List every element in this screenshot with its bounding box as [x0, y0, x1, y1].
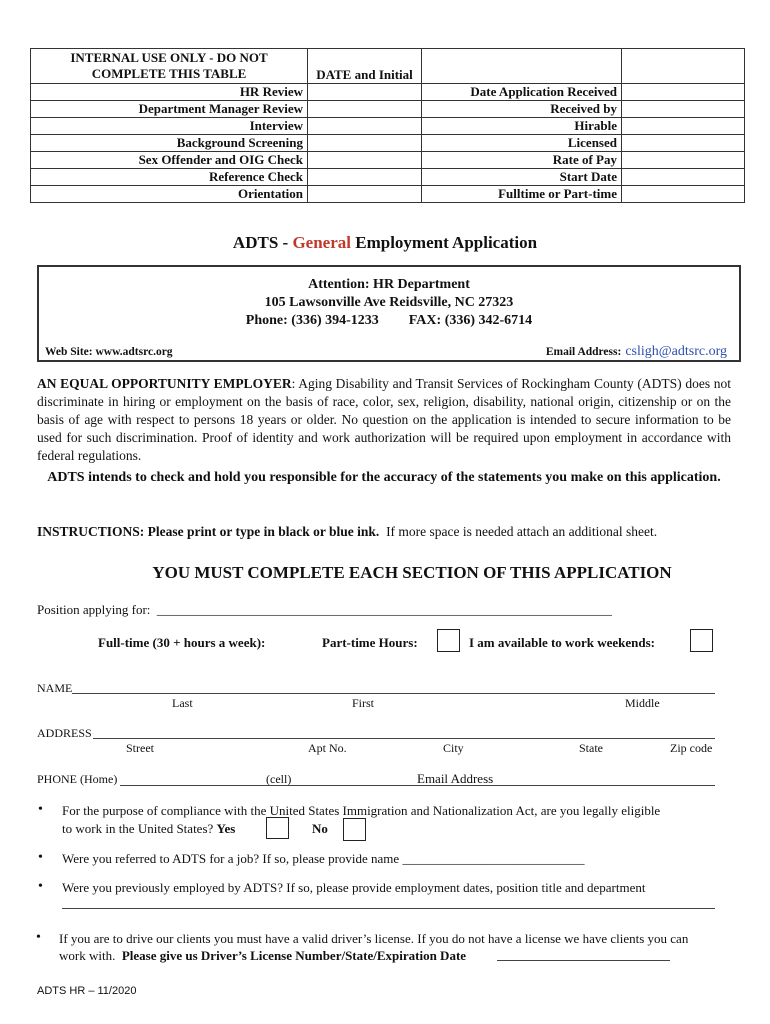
attention-line: Attention: HR Department — [308, 277, 470, 292]
internal-row-label: Received by — [422, 101, 622, 118]
internal-row-label: Start Date — [422, 169, 622, 186]
q4-line2 — [59, 948, 466, 964]
internal-row-label: Department Manager Review — [31, 101, 308, 118]
phone-email-label: Email Address — [417, 771, 494, 786]
instructions-bold: INSTRUCTIONS: Please print or type in black or blue ink. — [37, 524, 380, 539]
phone-input[interactable] — [120, 785, 715, 786]
internal-use-table — [30, 48, 745, 203]
accuracy-warning: ADTS intends to check and hold you responsible for the accuracy of the statements you make on this application. — [47, 470, 721, 485]
internal-cell[interactable] — [308, 118, 422, 135]
parttime-checkbox[interactable] — [437, 629, 460, 652]
internal-cell[interactable] — [622, 135, 745, 152]
q1-question: to work in the United States? — [62, 821, 214, 836]
date-initial-header: DATE and Initial — [308, 49, 422, 84]
name-input[interactable] — [72, 693, 715, 694]
email-label: Email Address: — [545, 346, 622, 358]
name-last: Last — [172, 696, 193, 710]
parttime-label: Part-time Hours: — [322, 635, 418, 650]
title-suffix: Employment Application — [350, 233, 538, 252]
q2-input[interactable]: ____________________________ — [402, 851, 585, 866]
bullet-icon: • — [36, 930, 41, 945]
internal-row-label: Fulltime or Part-time — [422, 186, 622, 203]
internal-cell[interactable] — [622, 84, 745, 101]
internal-cell[interactable] — [422, 49, 622, 84]
q4-plain: work with. — [59, 948, 116, 963]
position-label: Position applying for: — [37, 602, 151, 617]
license-input[interactable] — [497, 960, 670, 961]
internal-cell[interactable] — [622, 118, 745, 135]
form-title — [0, 233, 770, 253]
weekends-checkbox[interactable] — [690, 629, 713, 652]
eoe-text: : Aging Disability and Transit Services of Rockingham County (ADTS) does not discriminate in hiring or employment on the basis of race, color, sex, religion, disability, national origin, citizenship or on the basis of age with respect to persons 18 years or older. No question on the application is intended to secure information to be used for such discrimination. Proof of identity and work authorization will be required upon employment in accordance with federal regulations. — [37, 376, 731, 463]
internal-row-label: Orientation — [31, 186, 308, 203]
internal-header: INTERNAL USE ONLY - DO NOT COMPLETE THIS TABLE — [31, 49, 308, 84]
q2-line — [62, 851, 584, 867]
q3-text: Were you previously employed by ADTS? If so, please provide employment dates, position title and department — [62, 880, 646, 895]
q1-line1: For the purpose of compliance with the United States Immigration and Nationalization Act, are you legally eligible — [62, 803, 661, 818]
phone-home-label: PHONE (Home) — [37, 772, 118, 786]
contact-box — [37, 265, 741, 362]
name-middle: Middle — [625, 696, 660, 710]
bullet-icon: • — [38, 879, 43, 894]
internal-cell[interactable] — [308, 152, 422, 169]
email-line — [546, 342, 727, 360]
internal-row-label: Interview — [31, 118, 308, 135]
position-input[interactable]: ______________________________________________________________________ — [156, 602, 612, 617]
website: Web Site: www.adtsrc.org — [45, 346, 173, 358]
internal-cell[interactable] — [308, 84, 422, 101]
internal-row-label: Hirable — [422, 118, 622, 135]
title-prefix: ADTS - — [232, 233, 293, 252]
internal-cell[interactable] — [308, 169, 422, 186]
footer-code: ADTS HR – 11/2020 — [37, 985, 137, 997]
internal-cell[interactable] — [622, 101, 745, 118]
eoe-lead: AN EQUAL OPPORTUNITY EMPLOYER — [37, 376, 292, 391]
bullet-icon: • — [38, 850, 43, 865]
internal-cell[interactable] — [622, 49, 745, 84]
internal-row-label: Rate of Pay — [422, 152, 622, 169]
address-street: Street — [126, 741, 154, 755]
internal-row-label: Background Screening — [31, 135, 308, 152]
contact-phone: Phone: (336) 394-1233 — [245, 313, 379, 328]
eoe-paragraph — [37, 375, 731, 465]
internal-cell[interactable] — [622, 152, 745, 169]
q1-no-label: No — [312, 821, 328, 836]
address-apt: Apt No. — [308, 741, 347, 755]
q4-line1: If you are to drive our clients you must have a valid driver’s license. If you do not have a license we have clients you can — [59, 931, 689, 946]
q3-input[interactable] — [62, 908, 715, 909]
address-label: ADDRESS — [37, 726, 92, 740]
bullet-icon: • — [38, 802, 43, 817]
internal-row-label: HR Review — [31, 84, 308, 101]
name-first: First — [352, 696, 375, 710]
phone-cell-label: (cell) — [266, 772, 292, 786]
instructions — [37, 524, 737, 540]
q2-text: Were you referred to ADTS for a job? If so, please provide name — [62, 851, 400, 866]
q4-bold: Please give us Driver’s License Number/State/Expiration Date — [121, 948, 467, 963]
internal-cell[interactable] — [308, 101, 422, 118]
name-label: NAME — [37, 681, 73, 695]
q1-line2 — [62, 821, 235, 837]
internal-cell[interactable] — [308, 186, 422, 203]
q1-yes-label: Yes — [216, 821, 236, 836]
internal-row-label: Reference Check — [31, 169, 308, 186]
section-heading: YOU MUST COMPLETE EACH SECTION OF THIS APPLICATION — [152, 563, 672, 582]
address-city: City — [443, 741, 464, 755]
position-line — [37, 602, 612, 618]
internal-row-label: Licensed — [422, 135, 622, 152]
internal-cell[interactable] — [622, 186, 745, 203]
internal-row-label: Sex Offender and OIG Check — [31, 152, 308, 169]
contact-fax: FAX: (336) 342-6714 — [408, 313, 533, 328]
weekends-label: I am available to work weekends: — [469, 635, 655, 650]
internal-cell[interactable] — [622, 169, 745, 186]
fulltime-label: Full-time (30 + hours a week): — [98, 635, 266, 650]
address-input[interactable] — [93, 738, 715, 739]
q1-no-checkbox[interactable] — [343, 818, 366, 841]
title-highlight: General — [292, 233, 351, 252]
address-state: State — [579, 741, 603, 755]
phone-fax-line — [39, 313, 739, 329]
address-line: 105 Lawsonville Ave Reidsville, NC 27323 — [264, 295, 514, 310]
internal-cell[interactable] — [308, 135, 422, 152]
address-zip: Zip code — [670, 741, 713, 755]
q1-yes-checkbox[interactable] — [266, 817, 289, 839]
internal-row-label: Date Application Received — [422, 84, 622, 101]
email-link[interactable]: csligh@adtsrc.org — [625, 344, 727, 359]
instructions-rest: If more space is needed attach an additional sheet. — [386, 524, 658, 539]
